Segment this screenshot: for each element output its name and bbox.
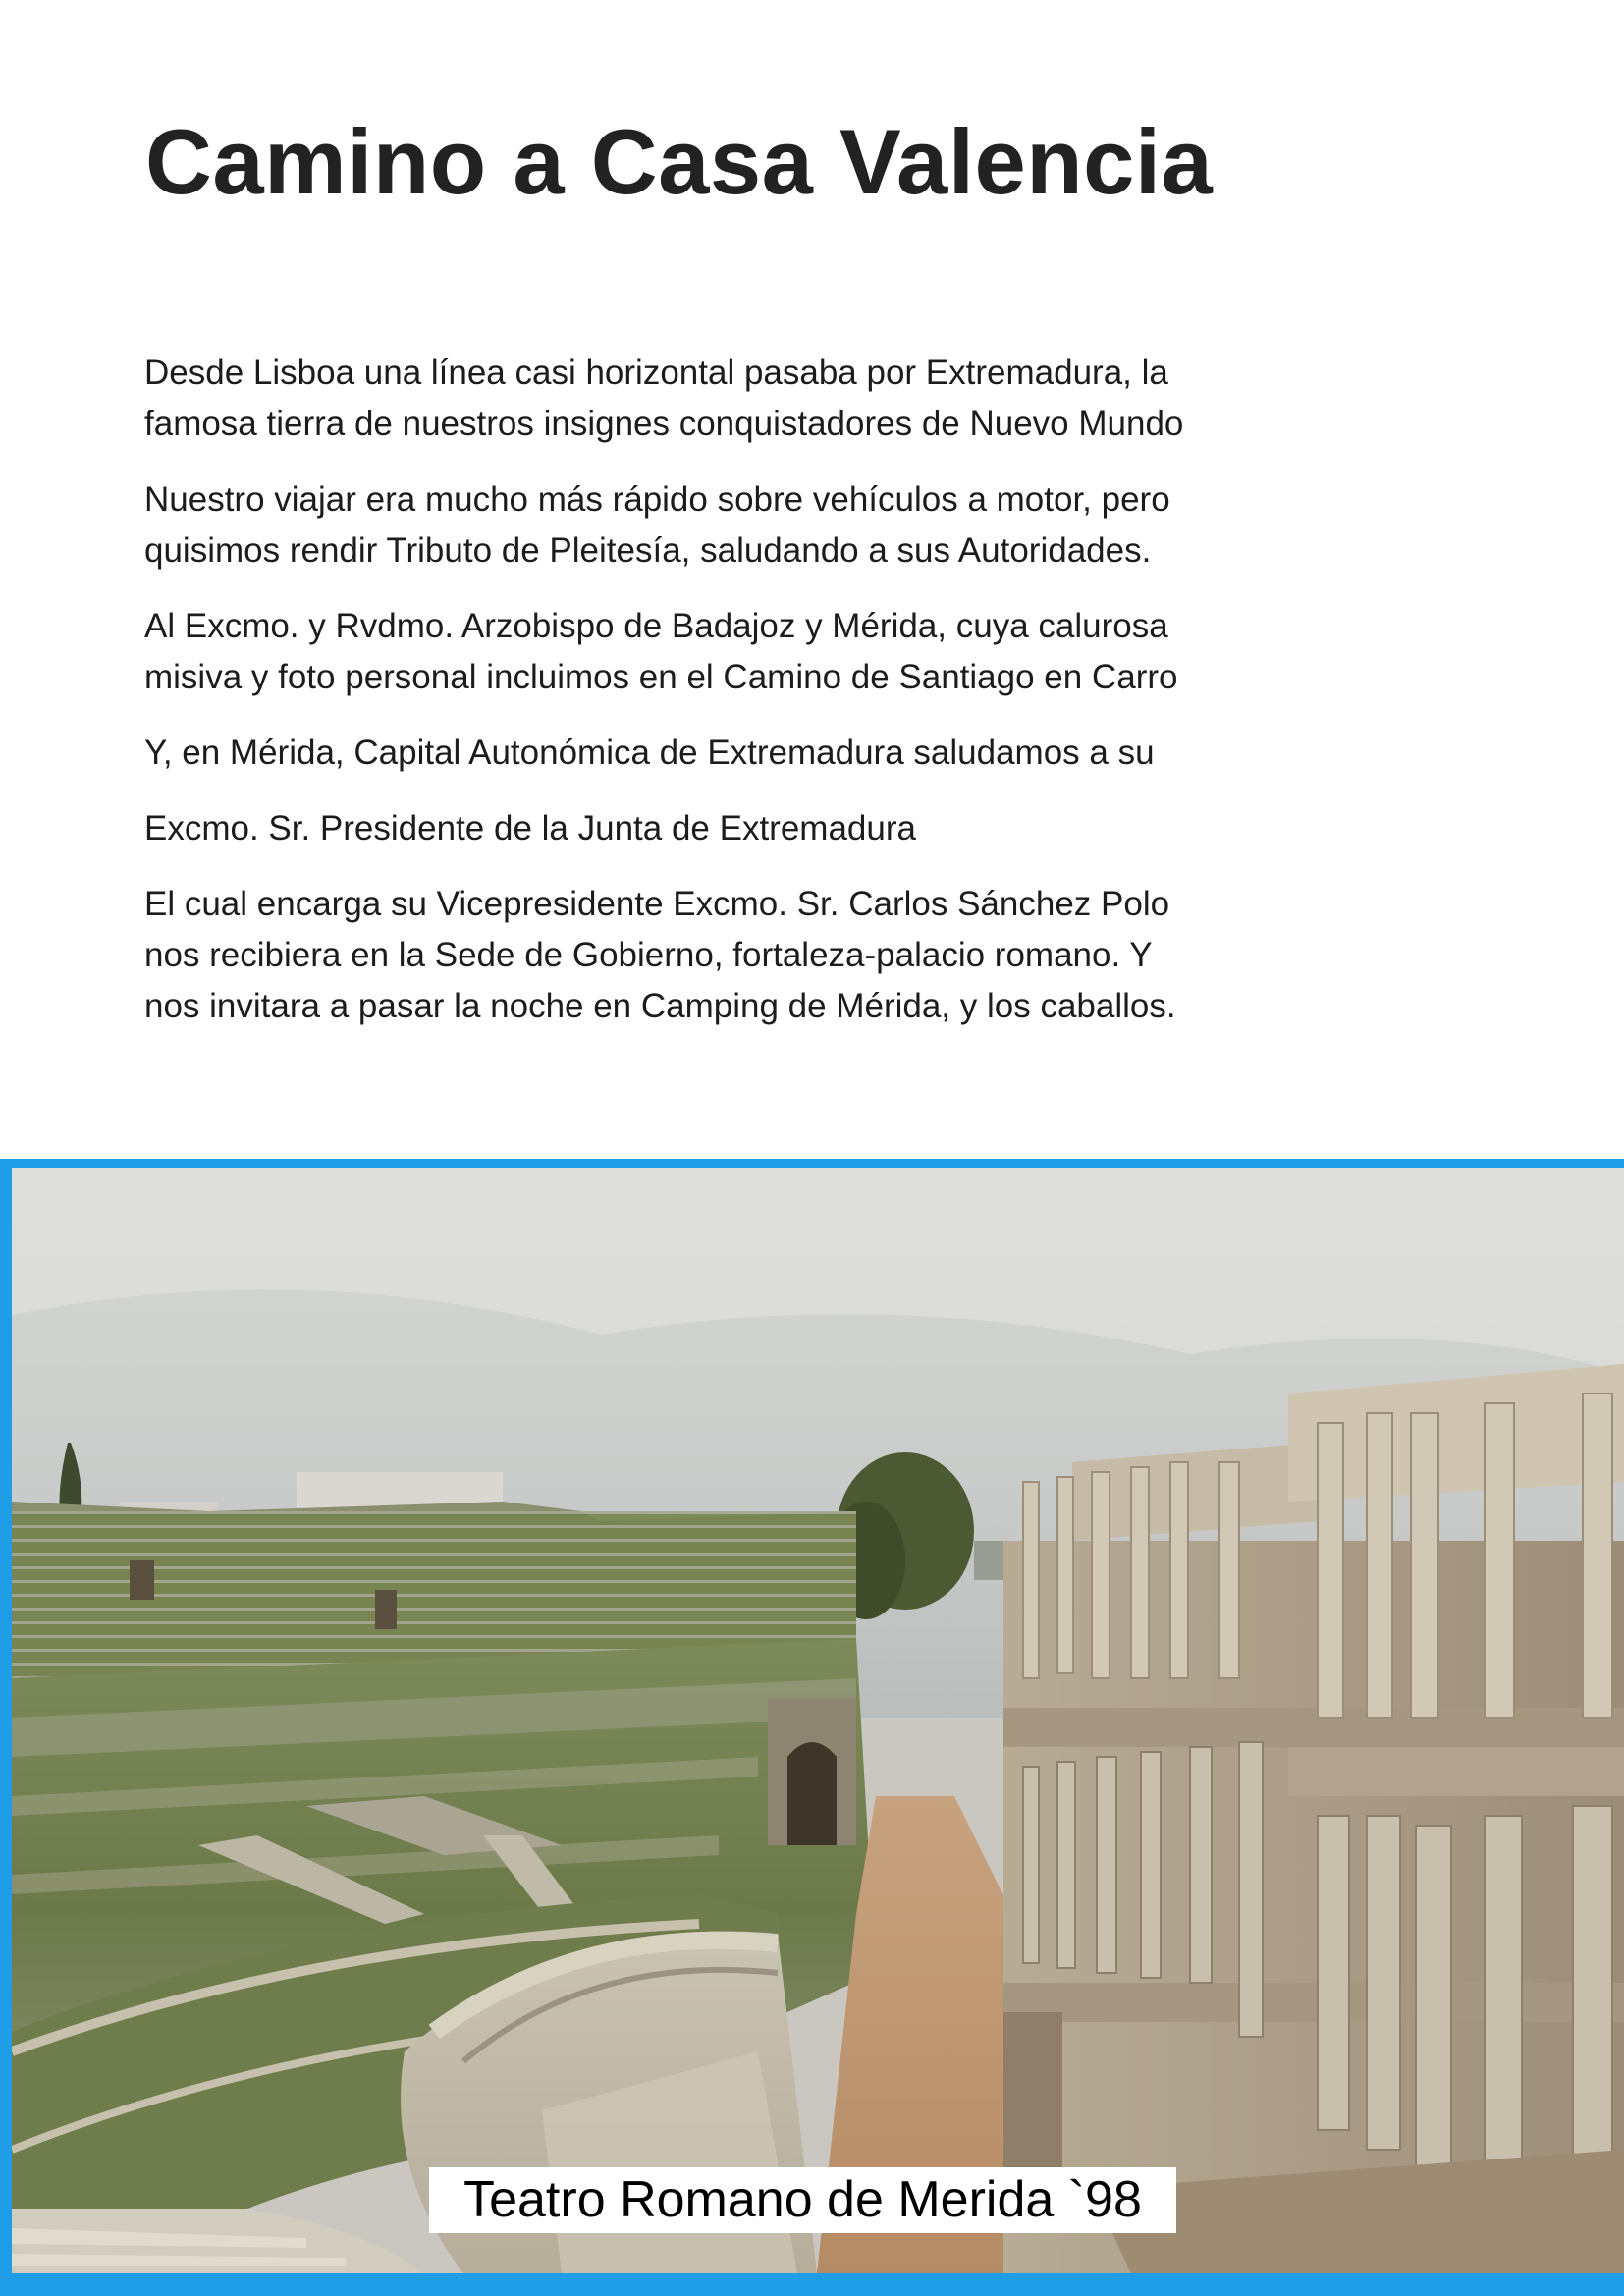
paragraph-line: nos recibiera en la Sede de Gobierno, fortaleza-palacio romano. Y: [144, 936, 1153, 974]
paragraph-line: nos invitara a pasar la noche en Camping de Mérida, y los caballos.: [144, 987, 1176, 1025]
paragraph-line: Excmo. Sr. Presidente de la Junta de Extremadura: [144, 809, 916, 847]
paragraph-1: [144, 348, 1381, 450]
paragraph-line: quisimos rendir Tributo de Pleitesía, saludando a sus Autoridades.: [144, 531, 1152, 570]
paragraph-line: Nuestro viajar era mucho más rápido sobre vehículos a motor, pero: [144, 480, 1170, 519]
paragraph-3: [144, 601, 1381, 703]
paragraph-line: misiva y foto personal incluimos en el Camino de Santiago en Carro: [144, 658, 1178, 696]
roman-theatre-photo: [12, 1168, 1624, 2273]
paragraph-6: [144, 879, 1381, 1032]
body-text: [144, 348, 1381, 1057]
paragraph-line: Al Excmo. y Rvdmo. Arzobispo de Badajoz y Mérida, cuya calurosa: [144, 607, 1168, 645]
paragraph-line: Y, en Mérida, Capital Autonómica de Extremadura saludamos a su: [144, 734, 1155, 772]
photo-caption: Teatro Romano de Merida `98: [429, 2167, 1176, 2233]
paragraph-line: famosa tierra de nuestros insignes conquistadores de Nuevo Mundo: [144, 405, 1184, 443]
paragraph-5: [144, 803, 1381, 854]
paragraph-4: [144, 728, 1381, 779]
paragraph-2: [144, 474, 1381, 576]
paragraph-line: El cual encarga su Vicepresidente Excmo. Sr. Carlos Sánchez Polo: [144, 885, 1170, 923]
paragraph-line: Desde Lisboa una línea casi horizontal pasaba por Extremadura, la: [144, 354, 1168, 392]
photo-frame: [0, 1159, 1624, 2296]
page-title: Camino a Casa Valencia: [145, 110, 1214, 213]
